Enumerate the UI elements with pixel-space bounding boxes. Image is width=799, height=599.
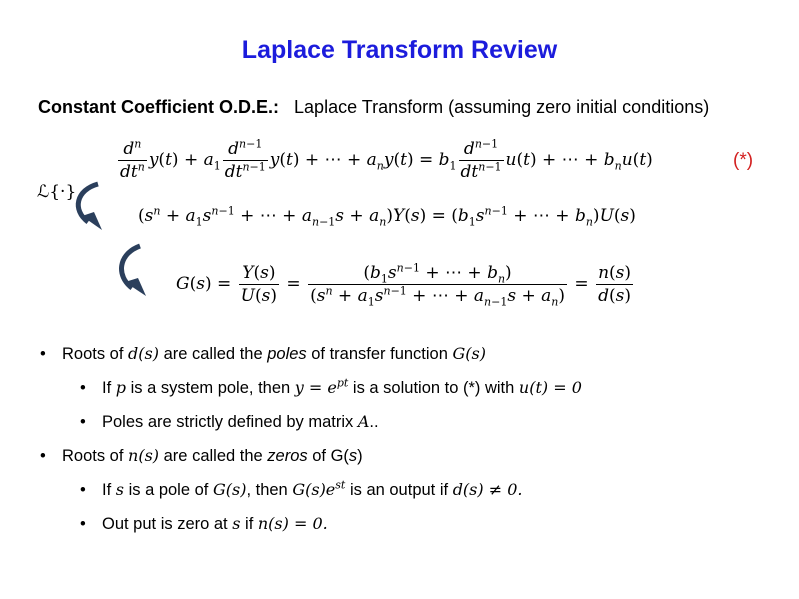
bullet-pole-solution: • If p is a system pole, then $y = e^{pt}$ is a solution to (*) with u(t) = 0 <box>80 376 582 397</box>
curved-arrow-icon <box>112 240 172 304</box>
s-domain-equation: ($s^n + a_1s^{n-1}$ + ⋯ + $a_{n-1}s + a_n)Y(s) = (b_1s^{n-1}$ + ⋯ + $b_n)U(s)$ <box>138 204 636 229</box>
bullet-zeros: • Roots of n(s) are called the zeros of G(s) <box>40 446 363 465</box>
laplace-operator: ℒ{·} <box>37 182 77 202</box>
bullet-pole-matrix: • Poles are strictly defined by matrix A.. <box>80 412 379 431</box>
bullet-poles: • Roots of d(s) are called the poles of transfer function G(s) <box>40 344 486 363</box>
curved-arrow-icon <box>68 178 128 238</box>
slide-title: Laplace Transform Review <box>241 36 558 64</box>
bullet-zero-output: • If s is a pole of G(s), then $G(s)e^{st}$ is an output if d(s) ≠ 0. <box>80 478 523 499</box>
ode-heading: Constant Coefficient O.D.E.: <box>38 97 280 117</box>
equation-marker: (*) <box>733 150 754 171</box>
transfer-function-equation: G(s) = $\frac{Y(s)}{U(s)}$ = $\frac{(b_1s^{n-1} + \cdots + b_n)}{(s^n + a_1s^{n-1} + \cdots + a_{n-1}s + a_n)}$ = $\frac{n(s)}{d(s)}$ <box>176 261 632 309</box>
bullet-zero-condition: • Out put is zero at s if n(s) = 0. <box>80 514 328 533</box>
ode-equation: $\frac{d^n}{dt^n}$ $y(t) + a_1$ $\frac{d^{n-1}}{dt^{n-1}}$ y(t) + ⋯ + $a_ny(t) = b_1$ $\frac{d^{n-1}}{dt^{n-1}}$ u(t) + ⋯ + $b_nu(t)$ <box>120 137 653 182</box>
laplace-heading: Laplace Transform (assuming zero initial conditions) <box>294 97 710 117</box>
section-heading <box>38 97 709 118</box>
